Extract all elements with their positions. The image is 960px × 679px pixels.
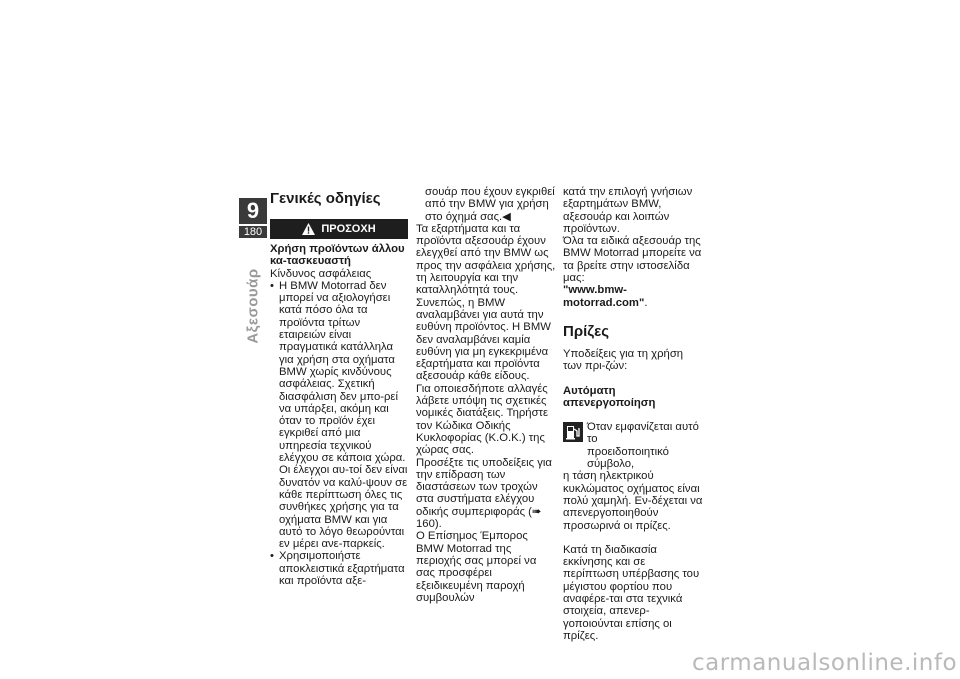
bullet-text-2: Χρησιμοποιήστε αποκλειστικά εξαρτήματα και προϊόντα αξε- [279,550,405,588]
list-item [270,280,408,551]
bullet-dot: • [270,279,274,292]
paragraph: Υποδείξεις για τη χρήση των πρι-ζών: [563,347,684,373]
section-title [238,268,268,344]
symbol-line-2: προειδοποιητικό σύμβολο, [587,445,669,471]
warning-title: Χρήση προϊόντων άλλου κα-τασκευαστή [270,243,405,268]
paragraph: Ο Επίσημος Έμπορος BMW Motorrad της περιοχής σας μπορεί να σας προσφέρει εξειδικευμένη παροχή συμβουλών [416,530,537,604]
website-paragraph [563,284,703,309]
list-item [270,550,408,587]
heading-general: Γενικές οδηγίες [270,190,381,207]
url-period: . [644,296,648,309]
spacer [563,409,703,421]
subheading-auto-off: Αυτόματη απενεργοποίηση [563,384,656,409]
column-2 [416,186,556,604]
warning-subtitle: Κίνδυνος ασφάλειας [270,267,372,280]
spacer [563,532,703,544]
symbol-paragraph [563,421,703,532]
section-title-text: Αξεσουάρ [244,268,262,344]
paragraph: η τάση ηλεκτρικού κυκλώματος οχήματος είναι πολύ χαμηλή. Εν-δέχεται να απενεργοποιηθούν προσωρινά οι πρίζες. [563,470,703,532]
chapter-tab [239,198,267,238]
bullet-dot: • [270,550,274,563]
watermark: carmanualsonline.info [692,650,958,676]
page-number: 180 [239,226,267,238]
warning-banner [270,219,408,239]
paragraph: Προσέξτε τις υποδείξεις για την επίδραση των διαστάσεων των τροχών στα συστήματα ελέγχου οδικής συμπεριφοράς (➠ 160). [416,456,552,531]
continued-text: σουάρ που έχουν εγκριθεί από την BMW για χρήση στο όχημά σας.◀ [425,186,555,223]
fuel-pump-icon [563,422,583,442]
column-1 [270,190,408,587]
bullet-text-1: Η BMW Motorrad δεν μπορεί να αξιολογήσει κατά πόσο όλα τα προϊόντα τρίτων εταιρειών είναι πραγματικά κατάλληλα για χρήση στα οχήματα BMW χωρίς κινδύνους ασφάλειας. Σχετική διασφάλιση δεν μπο-ρεί να υπάρξει, ακόμη και όταν το προϊόν έχει εγκριθεί από μια υπηρεσία τεχνικού ελέγχου σε κάποια χώρα. Οι έλεγχοι αυ-τοί δεν είναι δυνατόν να καλύ-ψουν σε κάθε περίπτωση όλες τις συνθήκες χρήσης για τα οχήματα BMW και για αυτό το λόγο θεωρούνται εν μέρει ανε-παρκείς. [279,279,408,551]
warning-label: ΠΡΟΣΟΧΗ [321,222,376,235]
heading-sockets: Πρίζες [563,322,610,340]
paragraph: κατά την επιλογή γνήσιων εξαρτημάτων BMW, αξεσουάρ και λοιπών προϊόντων. [563,186,693,235]
website-url: "www.bmw-motorrad.com" [563,284,645,309]
paragraph: Όλα τα ειδικά αξεσουάρ της BMW Motorrad μπορείτε να τα βρείτε στην ιστοσελίδα μας: [563,235,702,285]
paragraph: Κατά τη διαδικασία εκκίνησης και σε περίπτωση υπέρβασης του μέγιστου φορτίου που αναφέρε-ται στα τεχνικά στοιχεία, απενερ-γοποιούνται επίσης οι πρίζες. [563,543,700,642]
paragraph: Για οποιεσδήποτε αλλαγές λάβετε υπόψη τις σχετικές νομικές διατάξεις. Τηρήστε τον Κώδικα Οδικής Κυκλοφορίας (Κ.Ο.Κ.) της χώρας σας. [416,382,549,457]
paragraph: Τα εξαρτήματα και τα προϊόντα αξεσουάρ έχουν ελεγχθεί από την BMW ως προς την ασφάλεια χρήσης, τη λειτουργία και την καταλληλότητά τους. Συνεπώς, η BMW αναλαμβάνει για αυτά την ευθύνη προϊόντος. Η BMW δεν αναλαμβάνει καμία ευθύνη για μη εγκεκριμένα εξαρτήματα και προϊόντα αξεσουάρ κάθε είδους. [416,222,556,383]
symbol-line-1: Όταν εμφανίζεται αυτό το [587,421,699,446]
column-3 [563,186,703,642]
chapter-number: 9 [239,198,267,224]
spacer [563,373,703,385]
warning-triangle-icon [302,223,315,235]
